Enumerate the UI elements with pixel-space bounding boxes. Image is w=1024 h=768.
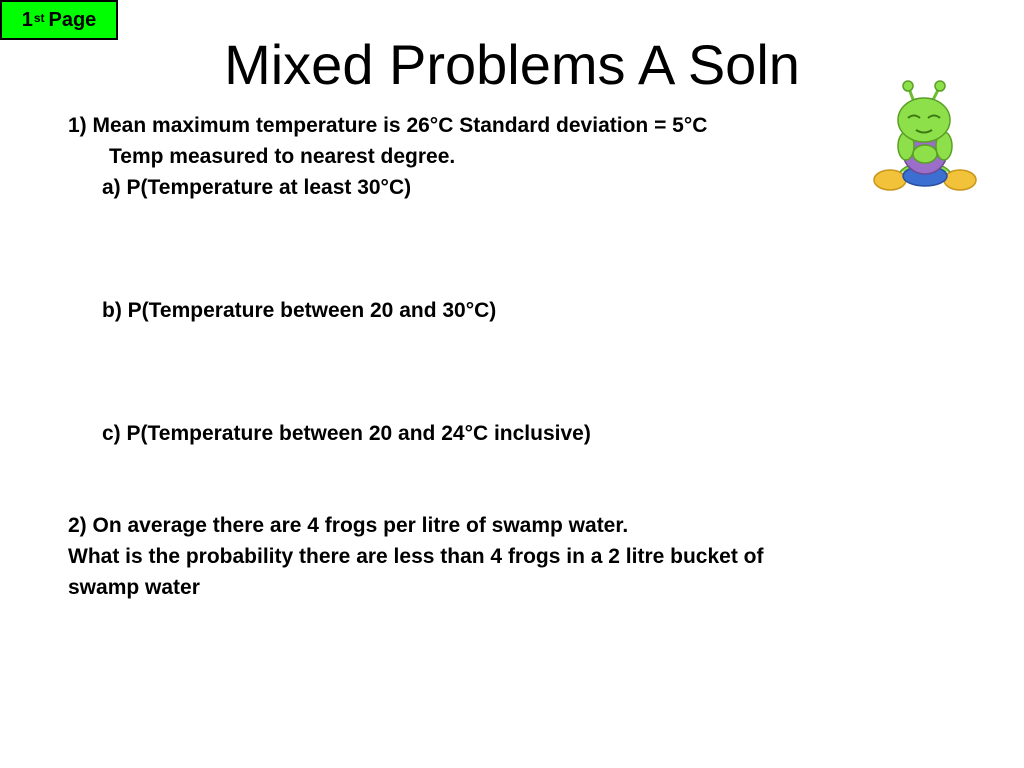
question-2-line-1: 2) On average there are 4 frogs per litre of swamp water. xyxy=(68,514,629,537)
question-1-part-b: b) P(Temperature between 20 and 30°C) xyxy=(102,299,497,322)
page-button-number: 1 xyxy=(21,8,33,31)
question-2-line-2: What is the probability there are less than 4 frogs in a 2 litre bucket of xyxy=(68,545,764,568)
alien-cartoon-icon xyxy=(870,80,980,198)
question-1-part-c: c) P(Temperature between 20 and 24°C inclusive) xyxy=(102,422,591,445)
page-button-suffix: st xyxy=(33,11,45,25)
question-1-part-a: a) P(Temperature at least 30°C) xyxy=(102,176,412,199)
question-1-line-1: 1) Mean maximum temperature is 26°C Standard deviation = 5°C xyxy=(68,114,708,137)
page-button-label: Page xyxy=(48,8,97,31)
slide-title: Mixed Problems A Soln xyxy=(224,33,800,96)
question-1-line-2: Temp measured to nearest degree. xyxy=(109,145,456,168)
question-2-line-3: swamp water xyxy=(68,576,200,599)
